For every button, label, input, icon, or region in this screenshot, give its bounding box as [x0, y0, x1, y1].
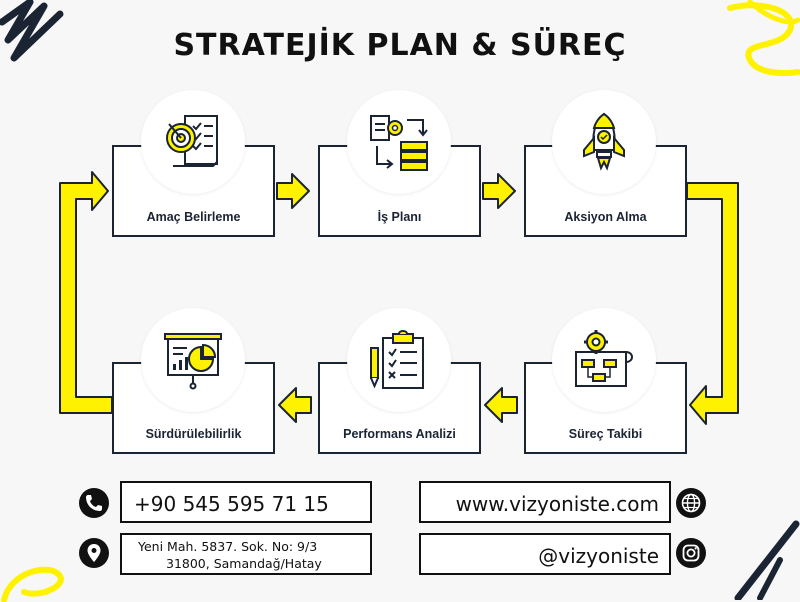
- step-label: Sürdürülebilirlik: [145, 427, 242, 441]
- address-line-2: 31800, Samandağ/Hatay: [166, 556, 322, 571]
- arrow-left-1: [485, 388, 517, 422]
- step-icon-circle: [141, 90, 245, 194]
- workflow-plan-icon: [369, 112, 429, 172]
- page-title: STRATEJİK PLAN & SÜREÇ: [173, 28, 627, 63]
- presentation-chart-icon: [163, 330, 223, 390]
- phone-number[interactable]: +90 545 595 71 15: [134, 492, 329, 516]
- address-line-1: Yeni Mah. 5837. Sok. No: 9/3: [138, 539, 318, 554]
- step-icon-circle: [347, 90, 451, 194]
- location-pin-icon: [79, 538, 109, 568]
- website-box: [419, 481, 671, 523]
- step-label: Süreç Takibi: [568, 427, 643, 441]
- arrow-left-2: [279, 388, 311, 422]
- loop-connector-left: [60, 172, 112, 413]
- phone-box: [120, 481, 372, 523]
- step-label: Aksiyon Alma: [564, 210, 647, 224]
- step-label: Performans Analizi: [343, 427, 456, 441]
- rocket-icon: [574, 112, 634, 172]
- step-icon-circle: [552, 308, 656, 412]
- globe-icon: [676, 488, 706, 518]
- arrow-right-1: [277, 174, 309, 208]
- target-checklist-icon: [163, 112, 223, 172]
- website-url[interactable]: www.vizyoniste.com: [455, 492, 659, 516]
- step-icon-circle: [347, 308, 451, 412]
- address-box: [120, 533, 372, 575]
- phone-icon: [79, 488, 109, 518]
- step-icon-circle: [141, 308, 245, 412]
- loop-connector-right: [687, 183, 738, 424]
- clipboard-checklist-icon: [369, 330, 429, 390]
- instagram-box: [419, 533, 671, 575]
- instagram-icon: [676, 538, 706, 568]
- step-icon-circle: [552, 90, 656, 194]
- arrow-right-2: [483, 174, 515, 208]
- step-label: Amaç Belirleme: [146, 210, 241, 224]
- instagram-handle[interactable]: @vizyoniste: [538, 544, 659, 568]
- gear-flowchart-icon: [574, 330, 634, 390]
- step-label: İş Planı: [377, 210, 422, 224]
